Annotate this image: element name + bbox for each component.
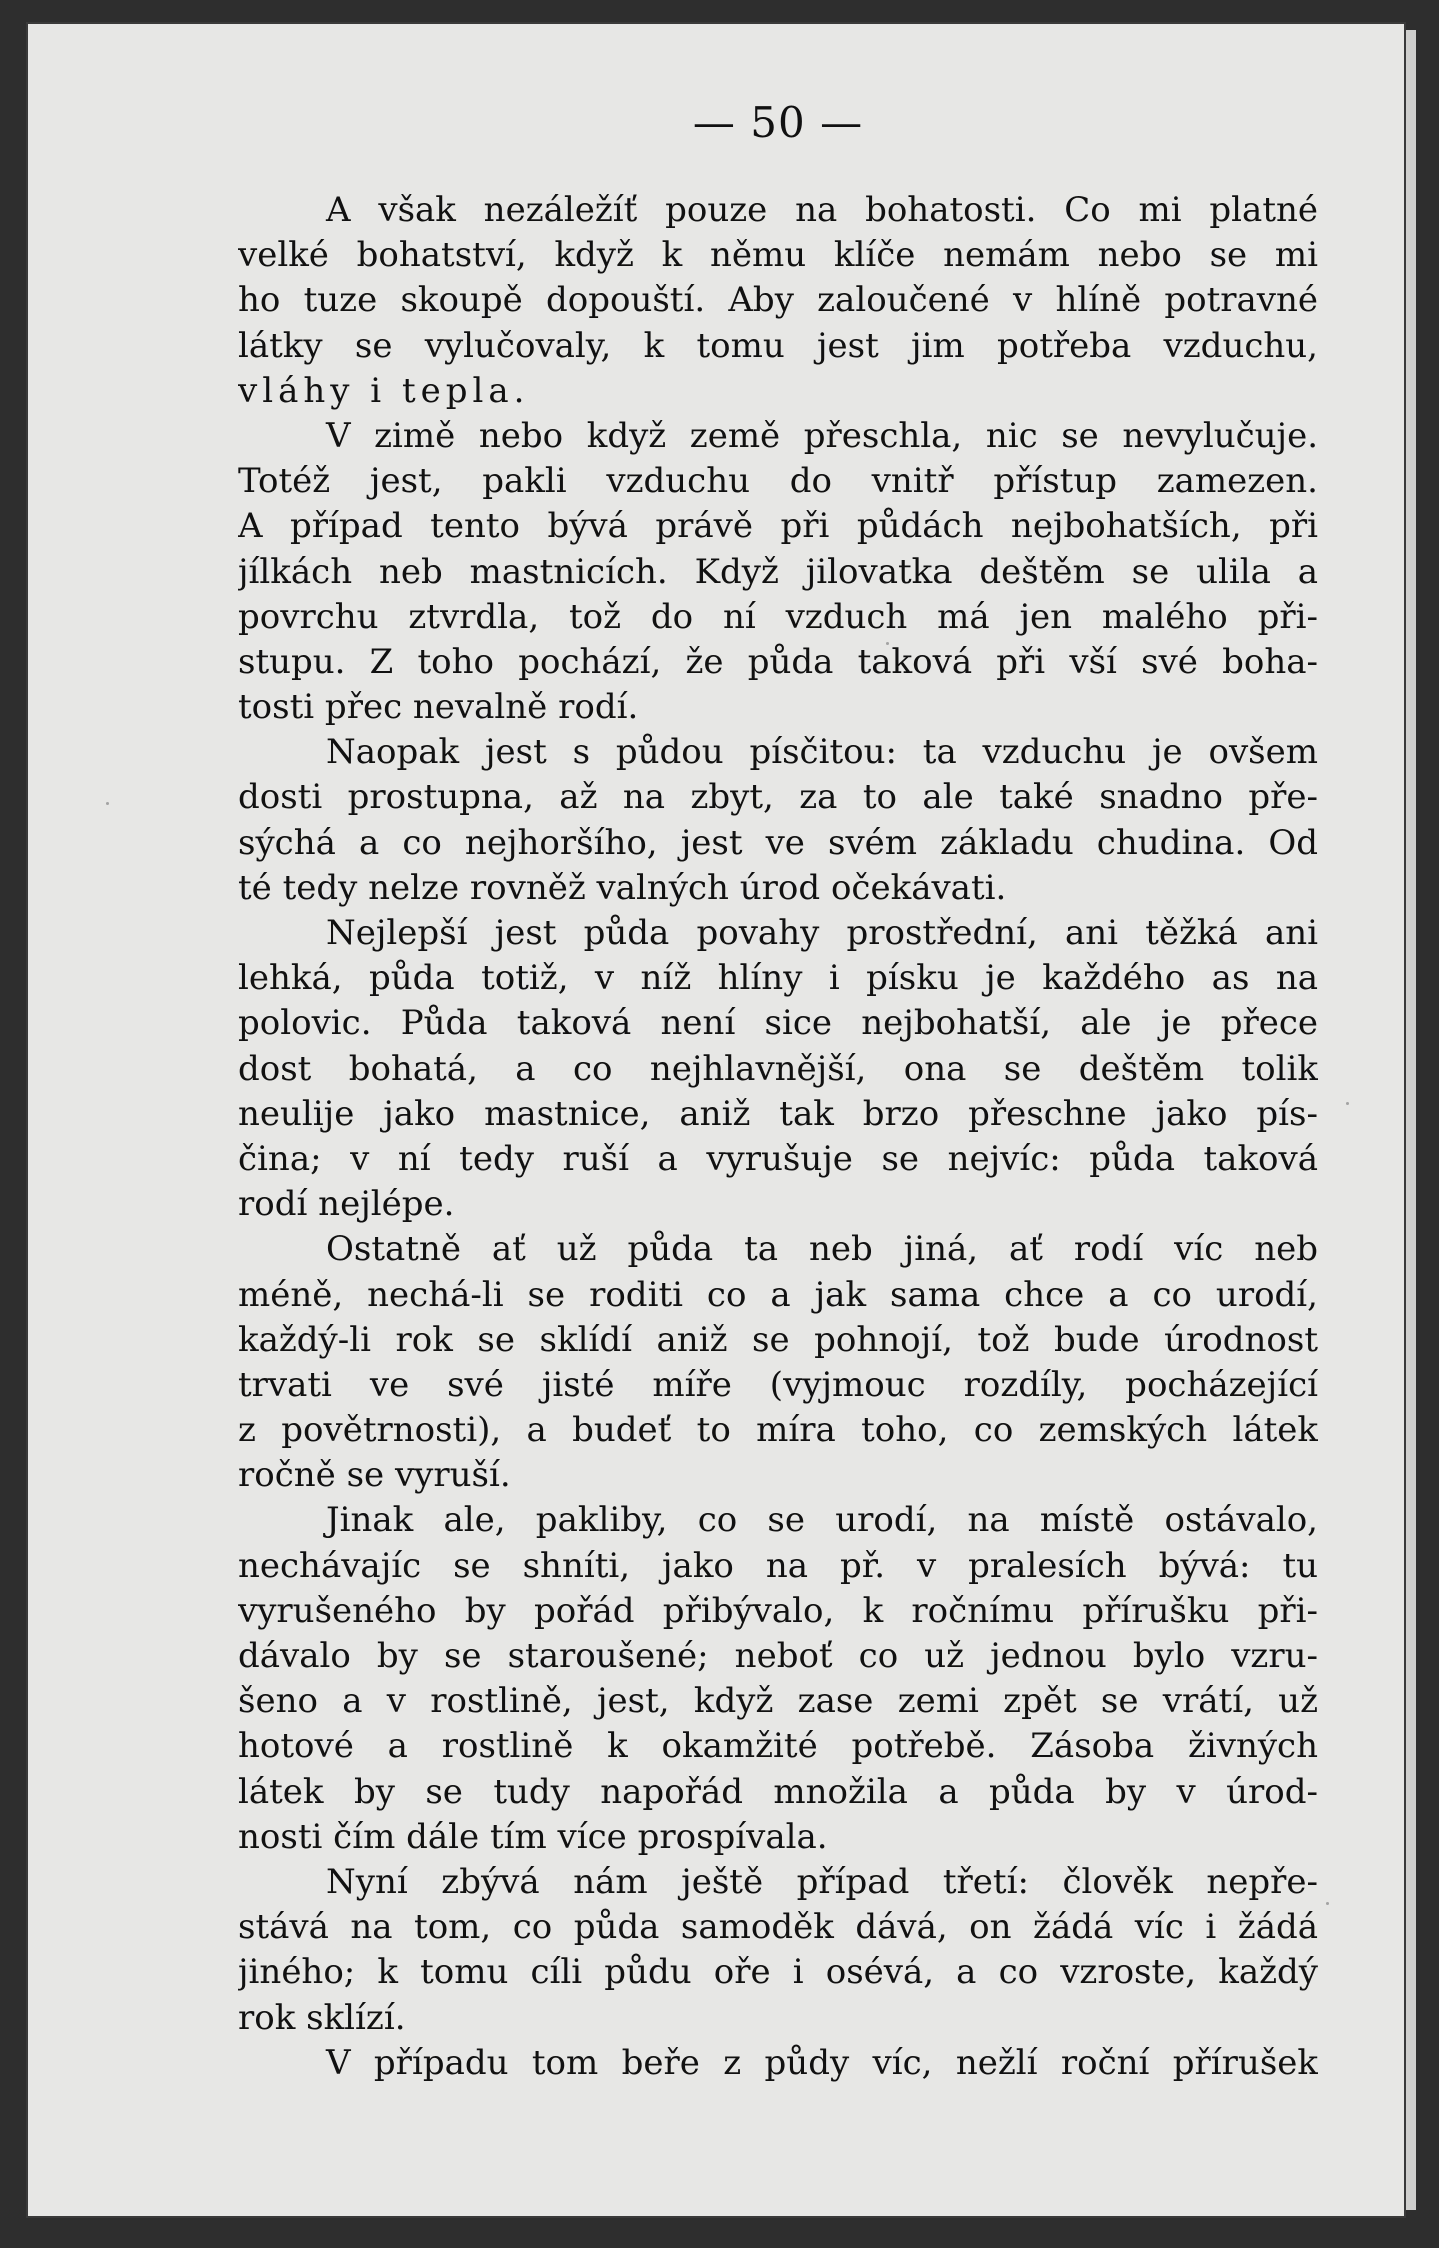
text-line: stupu. Z toho pochází, že půda taková při vší své boha- [238, 641, 1318, 682]
text-line: ho tuze skoupě dopouští. Aby zaloučené v hlíně potravné [238, 280, 1318, 321]
text-line: nechávajíc se shníti, jako na př. v pralesích bývá: tu [238, 1545, 1318, 1586]
text-line: tosti přec nevalně rodí. [238, 687, 639, 728]
text-line: látky se vylučovaly, k tomu jest jim potřeba vzduchu, [238, 325, 1318, 366]
text-line: méně, nechá-li se roditi co a jak sama chce a co urodí, [238, 1274, 1318, 1315]
text-line: Nejlepší jest půda povahy prostřední, ani těžká ani [326, 913, 1318, 953]
text-line: Naopak jest s půdou písčitou: ta vzduchu je ovšem [326, 732, 1318, 773]
text-line: lehká, půda totiž, v níž hlíny i písku je každého as na [238, 958, 1318, 999]
body-text [238, 188, 1318, 2086]
text-line: rok sklízí. [238, 1997, 406, 2038]
text-line: nosti čím dále tím více prospívala. [238, 1816, 828, 1857]
text-line: šeno a v rostlině, jest, když zase zemi zpět se vrátí, už [238, 1681, 1318, 1722]
paper-speck [1326, 1902, 1329, 1905]
text-line: látek by se tudy napořád množila a půda by v úrod- [238, 1771, 1318, 1812]
paper-speck [106, 802, 109, 805]
text-line: povrchu ztvrdla, tož do ní vzduch má jen malého při- [238, 596, 1318, 637]
text-line: z povětrnosti), a budeť to míra toho, co zemských látek [238, 1410, 1318, 1451]
text-line: sýchá a co nejhoršího, jest ve svém základu chudina. Od [238, 822, 1318, 863]
text-line: Nyní zbývá nám ještě případ třetí: člověk nepře- [326, 1861, 1318, 1902]
text-line: Totéž jest, pakli vzduchu do vnitř přístup zamezen. [238, 461, 1318, 502]
text-line: čina; v ní tedy ruší a vyrušuje se nejvíc: půda taková [238, 1138, 1318, 1179]
text-line: A případ tento bývá právě při půdách nejbohatších, při [238, 506, 1318, 547]
text-line: každý-li rok se sklídí aniž se pohnojí, tož bude úrodnost [238, 1319, 1318, 1360]
text-line: neulije jako mastnice, aniž tak brzo přeschne jako pís- [238, 1093, 1318, 1134]
text-line: polovic. Půda taková není sice nejbohatší, ale je přece [238, 1003, 1318, 1044]
text-line: dosti prostupna, až na zbyt, za to ale také snadno pře- [238, 777, 1318, 818]
text-line: dost bohatá, a co nejhlavnější, ona se deštěm tolik [238, 1048, 1318, 1089]
text-line: Ostatně ať už půda ta neb jiná, ať rodí víc neb [326, 1229, 1318, 1270]
text-line: jílkách neb mastnicích. Když jilovatka deštěm se ulila a [238, 551, 1318, 592]
text-block [238, 96, 1318, 2086]
text-line: A však nezáležíť pouze na bohatosti. Co mi platné [326, 190, 1318, 230]
text-line: vyrušeného by pořád přibývalo, k ročnímu přírušku při- [238, 1590, 1318, 1631]
text-line: jiného; k tomu cíli půdu oře i osévá, a co vzroste, každý [238, 1952, 1318, 1993]
text-line: V případu tom beře z půdy víc, nežlí roční přírušek [326, 2042, 1318, 2083]
paper-edge [1406, 30, 1416, 2210]
text-line: stává na tom, co půda samoděk dává, on žádá víc i žádá [238, 1907, 1318, 1948]
text-line: Jinak ale, pakliby, co se urodí, na místě ostávalo, [326, 1500, 1318, 1541]
text-line: V zimě nebo když země přeschla, nic se nevylučuje. [326, 415, 1318, 456]
page-number: — 50 — [692, 98, 864, 147]
text-line: trvati ve své jisté míře (vyjmouc rozdíly, pocházející [238, 1364, 1318, 1405]
text-line: té tedy nelze rovněž valných úrod očekávati. [238, 867, 1007, 908]
text-line: hotové a rostlině k okamžité potřebě. Zásoba živných [238, 1726, 1318, 1767]
text-line: dávalo by se staroušené; neboť co už jednou bylo vzru- [238, 1636, 1318, 1676]
text-line: rodí nejlépe. [238, 1184, 455, 1225]
paper-speck [1346, 1102, 1349, 1105]
text-line: vláhy i tepla. [238, 370, 530, 411]
text-line: ročně se vyruší. [238, 1455, 511, 1496]
text-line: velké bohatství, když k němu klíče nemám nebo se mi [238, 235, 1318, 276]
